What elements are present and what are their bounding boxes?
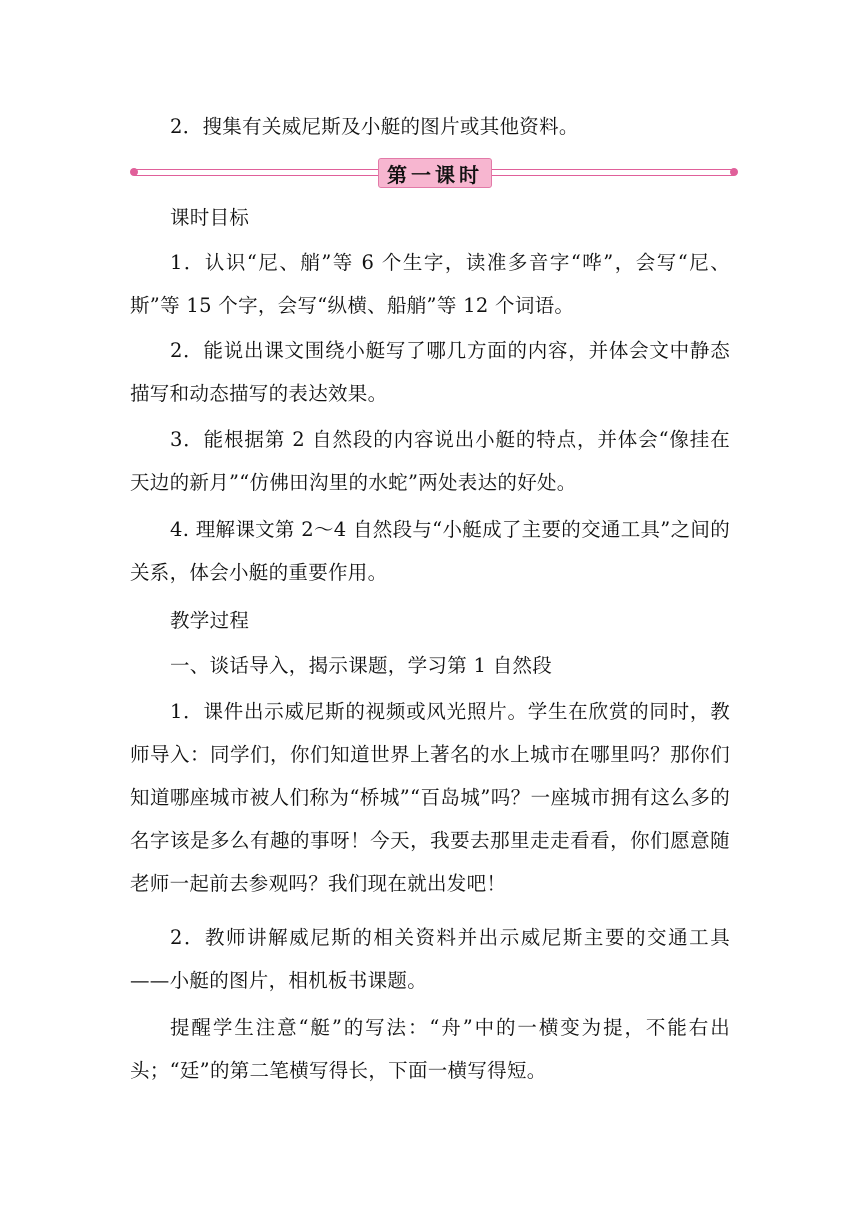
step-heading: 一、谈话导入，揭示课题，学习第 1 自然段 bbox=[170, 654, 553, 677]
goal-item: 3．能根据第 2 自然段的内容说出小艇的特点，并体会“像挂在天边的新月”“仿佛田沟里的水蛇”两处表达的好处。 bbox=[130, 428, 730, 494]
intro-item: 2．搜集有关威尼斯及小艇的图片或其他资料。 bbox=[170, 115, 579, 138]
section-divider bbox=[130, 158, 738, 188]
divider-dot-icon bbox=[730, 168, 738, 176]
goals-heading: 课时目标 bbox=[170, 206, 250, 229]
section-badge: 第一课时 bbox=[378, 158, 492, 188]
goal-item: 2．能说出课文围绕小艇写了哪几方面的内容，并体会文中静态描写和动态描写的表达效果。 bbox=[130, 339, 730, 405]
goal-item: 4. 理解课文第 2～4 自然段与“小艇成了主要的交通工具”之间的关系，体会小艇的重要作用。 bbox=[130, 518, 730, 584]
process-heading: 教学过程 bbox=[170, 609, 250, 632]
step-item: 提醒学生注意“艇”的写法：“舟”中的一横变为提，不能右出头；“廷”的第二笔横写得长，下面一横写得短。 bbox=[130, 1016, 730, 1082]
step-item: 1．课件出示威尼斯的视频或风光照片。学生在欣赏的同时，教师导入：同学们，你们知道世界上著名的水上城市在哪里吗？那你们知道哪座城市被人们称为“桥城”“百岛城”吗？一座城市拥有这么多的名字该是多么有趣的事呀！今天，我要去那里走走看看，你们愿意随老师一起前去参观吗？我们现在就出发吧！ bbox=[130, 700, 730, 895]
step-item: 2．教师讲解威尼斯的相关资料并出示威尼斯主要的交通工具——小艇的图片，相机板书课题。 bbox=[130, 926, 730, 992]
goal-item: 1．认识“尼、艄”等 6 个生字，读准多音字“哗”，会写“尼、斯”等 15 个字，会写“纵横、船艄”等 12 个词语。 bbox=[130, 251, 730, 317]
